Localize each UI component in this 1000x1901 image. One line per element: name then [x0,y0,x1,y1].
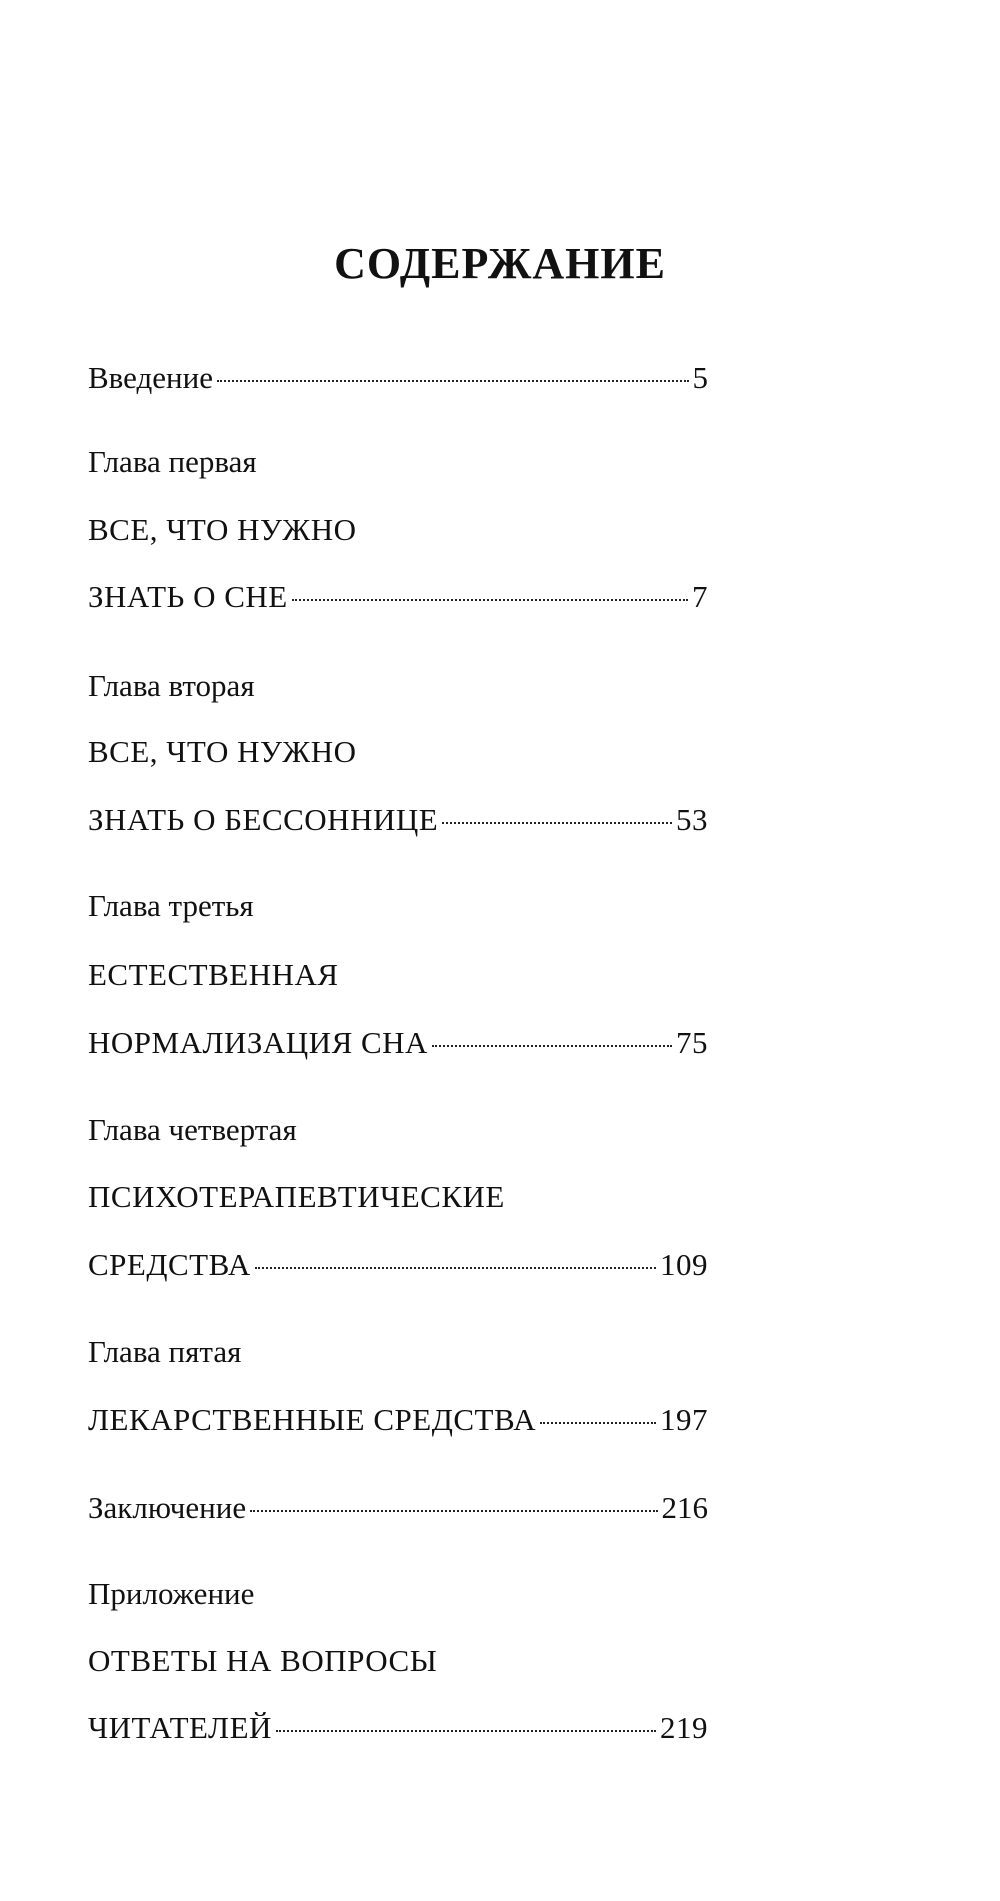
dot-leader [292,599,688,601]
entry-label: ЗНАТЬ О СНЕ [88,579,288,614]
chapter-label: Глава пятая [88,1334,242,1369]
dot-leader [442,822,672,824]
dot-leader [432,1045,672,1047]
toc-entry-chapter-2[interactable] [88,800,708,840]
entry-label: ЗНАТЬ О БЕССОННИЦЕ [88,802,439,837]
dot-leader [255,1267,656,1269]
toc-entry-appendix[interactable] [88,1708,708,1748]
entry-label: ЛЕКАРСТВЕННЫЕ СРЕДСТВА [88,1402,537,1437]
dot-leader [250,1510,657,1512]
chapter-title: ЕСТЕСТВЕННАЯ [88,957,339,992]
toc-entry-introduction[interactable] [88,358,708,398]
toc-entry-chapter-4[interactable] [88,1245,708,1285]
entry-label: Введение [88,360,213,395]
chapter-label: Глава первая [88,444,257,479]
toc-entry-chapter-1[interactable] [88,577,708,617]
entry-label: ЧИТАТЕЛЕЙ [88,1710,272,1745]
entry-page: 197 [660,1402,708,1437]
chapter-title: ПСИХОТЕРАПЕВТИЧЕСКИЕ [88,1179,505,1214]
entry-label: СРЕДСТВА [88,1247,251,1282]
dot-leader [217,380,689,382]
entry-page: 219 [660,1710,708,1745]
entry-page: 53 [676,802,708,837]
dot-leader [540,1422,656,1424]
toc-entry-chapter-5[interactable] [88,1400,708,1440]
entry-page: 109 [660,1247,708,1282]
page-title: СОДЕРЖАНИЕ [334,239,666,288]
entry-page: 216 [661,1490,708,1525]
chapter-title: ВСЕ, ЧТО НУЖНО [88,512,357,547]
chapter-label: Глава третья [88,888,254,923]
chapter-label: Глава четвертая [88,1112,297,1147]
chapter-label: Глава вторая [88,668,255,703]
entry-page: 5 [692,360,708,395]
entry-label: НОРМАЛИЗАЦИЯ СНА [88,1025,428,1060]
entry-label: Заключение [88,1490,247,1525]
entry-page: 7 [692,579,708,614]
toc-entry-conclusion[interactable] [88,1488,708,1528]
chapter-label: Приложение [88,1576,255,1611]
chapter-title: ВСЕ, ЧТО НУЖНО [88,734,357,769]
entry-page: 75 [676,1025,708,1060]
toc-entry-chapter-3[interactable] [88,1023,708,1063]
chapter-title: ОТВЕТЫ НА ВОПРОСЫ [88,1643,438,1678]
dot-leader [276,1730,656,1732]
